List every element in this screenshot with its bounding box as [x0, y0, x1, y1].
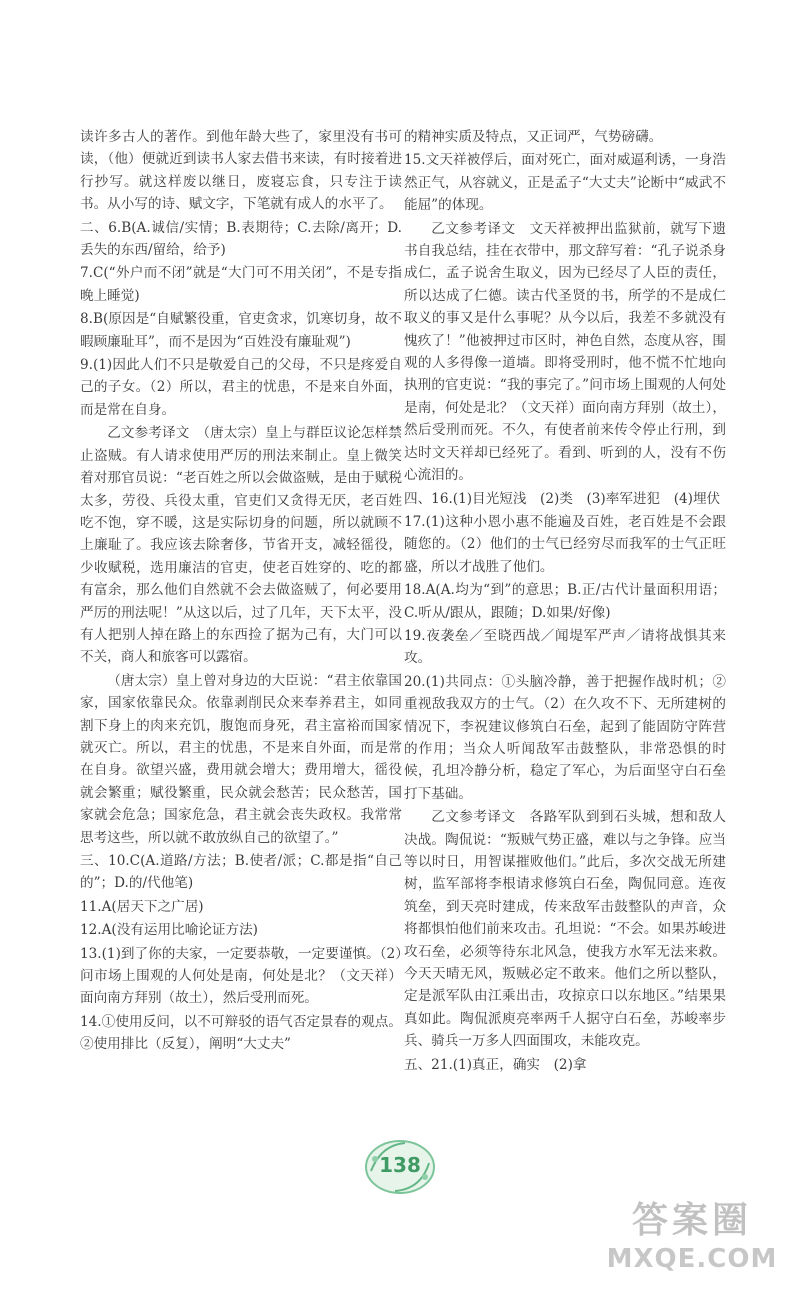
answer-item: 四、16.(1)目光短浅 (2)类 (3)率军进犯 (4)埋伏 [404, 490, 721, 507]
answer-item: 7.C(“外户而不闭”就是“大门可不用关闭”，不是专指晚上睡觉) [80, 265, 402, 304]
translation-paragraph: 乙文参考译文 文天祥被押出监狱前，就写下遗书自我总结，挂在衣带中，那文辞写着：“孔子说杀身成仁，孟子说舍生取义，因为已经尽了人臣的责任，所以达成了仁德。读古代圣贤的书，所学的不是成仁取义的事又是什么事呢？从今以后，我差不多就没有愧疚了！”他被押过市区时，神色自然，态度从容，围观的人多得像一道墙。即将受刑时，他不慌不忙地向执刑的官吏说：“我的事完了。”问市场上围观的人何处是南，何处是北？（文天祥）面向南方拜别（故土），然后受刑而死。不久，有使者前来传令停止行刑，到达时文天祥却已经死了。看到、听到的人，没有不伤心流泪的。 [404, 220, 726, 484]
answer-item: 17.(1)这种小恩小惠不能遍及百姓，老百姓是不会跟随您的。（2）他们的士气已经穷尽而我军的士气正旺盛，所以才战胜了他们。 [404, 513, 726, 575]
translation-paragraph: 乙文参考译文 （唐太宗）皇上与群臣议论怎样禁止盗贼。有人请求使用严厉的刑法来制止。皇上微笑着对那官员说：“老百姓之所以会做盗贼，是由于赋税太多，劳役、兵役太重，官吏们又贪得无厌，老百姓吃不饱，穿不暖，这是实际切身的问题，所以就顾不上廉耻了。我应该去除奢侈，节省开支，减轻徭役，少收赋税，选用廉洁的官吏，使老百姓穿的、吃的都有富余，那么他们自然就不会去做盗贼了，何必要用严厉的刑法呢！”从这以后，过了几年，天下太平，没有人把别人掉在路上的东西捡了据为己有，大门可以不关，商人和旅客可以露宿。 [80, 425, 402, 666]
page-number: 138 [379, 1153, 421, 1177]
answer-item: 20.(1)共同点：①头脑冷静，善于把握作战时机；②重视敌我双方的士气。（2）在久攻不下、无所建树的情况下，李祝建议修筑白石垒，起到了能固防守阵营的作用；当众人听闻敌军击鼓整队，非常恐惧的时候，孔坦冷静分析，稳定了军心，为后面坚守白石垒打下基础。 [404, 673, 726, 802]
left-column [80, 126, 402, 1056]
watermark-title: 答案圈 [631, 1200, 752, 1241]
answer-item: 18.A(A.均为“到”的意思；B.正/古代计量面积用语；C.听从/跟从，跟随；D.如果/好像) [404, 582, 726, 621]
watermark-url: MXQE.COM [606, 1244, 778, 1274]
answer-item: 14.①使用反问，以不可辩驳的语气否定景春的观点。②使用排比（反复），阐明“大丈夫” [80, 1013, 402, 1053]
page-number-badge [361, 1137, 439, 1197]
answer-item: 15.文天祥被俘后，面对死亡，面对威逼利诱，一身浩然正气，从容就义，正是孟子“大丈夫”论断中“威武不能屈”的体现。 [404, 152, 726, 214]
answer-item: 二、6.B(A.诚信/实情；B.表期待；C.去除/离开；D.丢失的东西/留给，给予) [80, 219, 402, 259]
paragraph: 的精神实质及特点，又正词严，气势磅礴。 [404, 129, 663, 145]
answer-item: 13.(1)到了你的夫家，一定要恭敬，一定要谨慎。（2）问市场上围观的人何处是南，何处是北？（文天祥）面向南方拜别（故土），然后受刑而死。 [80, 945, 402, 1007]
answer-item: 9.(1)因此人们不只是敬爱自己的父母，不只是疼爱自己的子女。（2）所以，君主的忧患，不是来自外面，而是常在自身。 [80, 357, 402, 418]
answer-item: 五、21.(1)真正，确实 (2)拿 [404, 1056, 587, 1073]
answer-item: 19.夜袭垒／至晓西战／闻堤军严声／请将战惧其来攻。 [404, 627, 726, 667]
watermark [602, 1192, 782, 1284]
answer-item: 12.A(没有运用比喻论证方法) [80, 922, 258, 939]
translation-paragraph: （唐太宗）皇上曾对身边的大臣说：“君主依靠国家，国家依靠民众。依靠剥削民众来奉养君主，如同割下身上的肉来充饥，腹饱而身死，君主富裕而国家就灭亡。所以，君主的忧患，不是来自外面，而是常在自身。欲望兴盛，费用就会增大；费用增大，徭役就会繁重；赋役繁重，民众就会愁苦；民众愁苦，国家就会危急；国家危急，君主就会丧失政权。我常常思考这些，所以就不敢放纵自己的欲望了。” [80, 672, 402, 846]
answer-item: 11.A(居天下之广居) [80, 898, 204, 915]
answer-item: 8.B(原因是“自赋繁役重，官吏贪求，饥寒切身，故不暇顾廉耻耳”，而不是因为“百姓没有廉耻观”) [80, 311, 402, 350]
paragraph: 读许多古人的著作。到他年龄大些了，家里没有书可读，（他）便就近到读书人家去借书来读，有时接着进行抄写。就这样废以继日，废寝忘食，只专注于读书。从小写的诗、赋文字，下笔就有成人的水平了。 [80, 129, 402, 213]
right-column [404, 126, 726, 1076]
answer-item: 三、10.C(A.道路/方法；B.使者/派；C.都是指“自己的”；D.的/代他笔) [80, 853, 402, 892]
translation-paragraph: 乙文参考译文 各路军队到到石头城，想和敌人决战。陶侃说：“叛贼气势正盛，难以与之争锋。应当等以时日，用智谋摧败他们。”此后，多次交战无所建树，监军部将李根请求修筑白石垒，陶侃同意。连夜筑垒，到天亮时建成，传来敌军击鼓整队的声音，众将都惧怕他们前来攻击。孔坦说：“不会。如果苏峻进攻石垒，必须等待东北风急，使我方水军无法来救。今天天晴无风，叛贼必定不敢来。他们之所以整队，定是派军队由江乘出击，攻掠京口以东地区。”结果果真如此。陶侃派庾亮率两千人据守白石垒，苏峻率步兵、骑兵一万多人四面围攻，未能攻克。 [404, 809, 726, 1050]
